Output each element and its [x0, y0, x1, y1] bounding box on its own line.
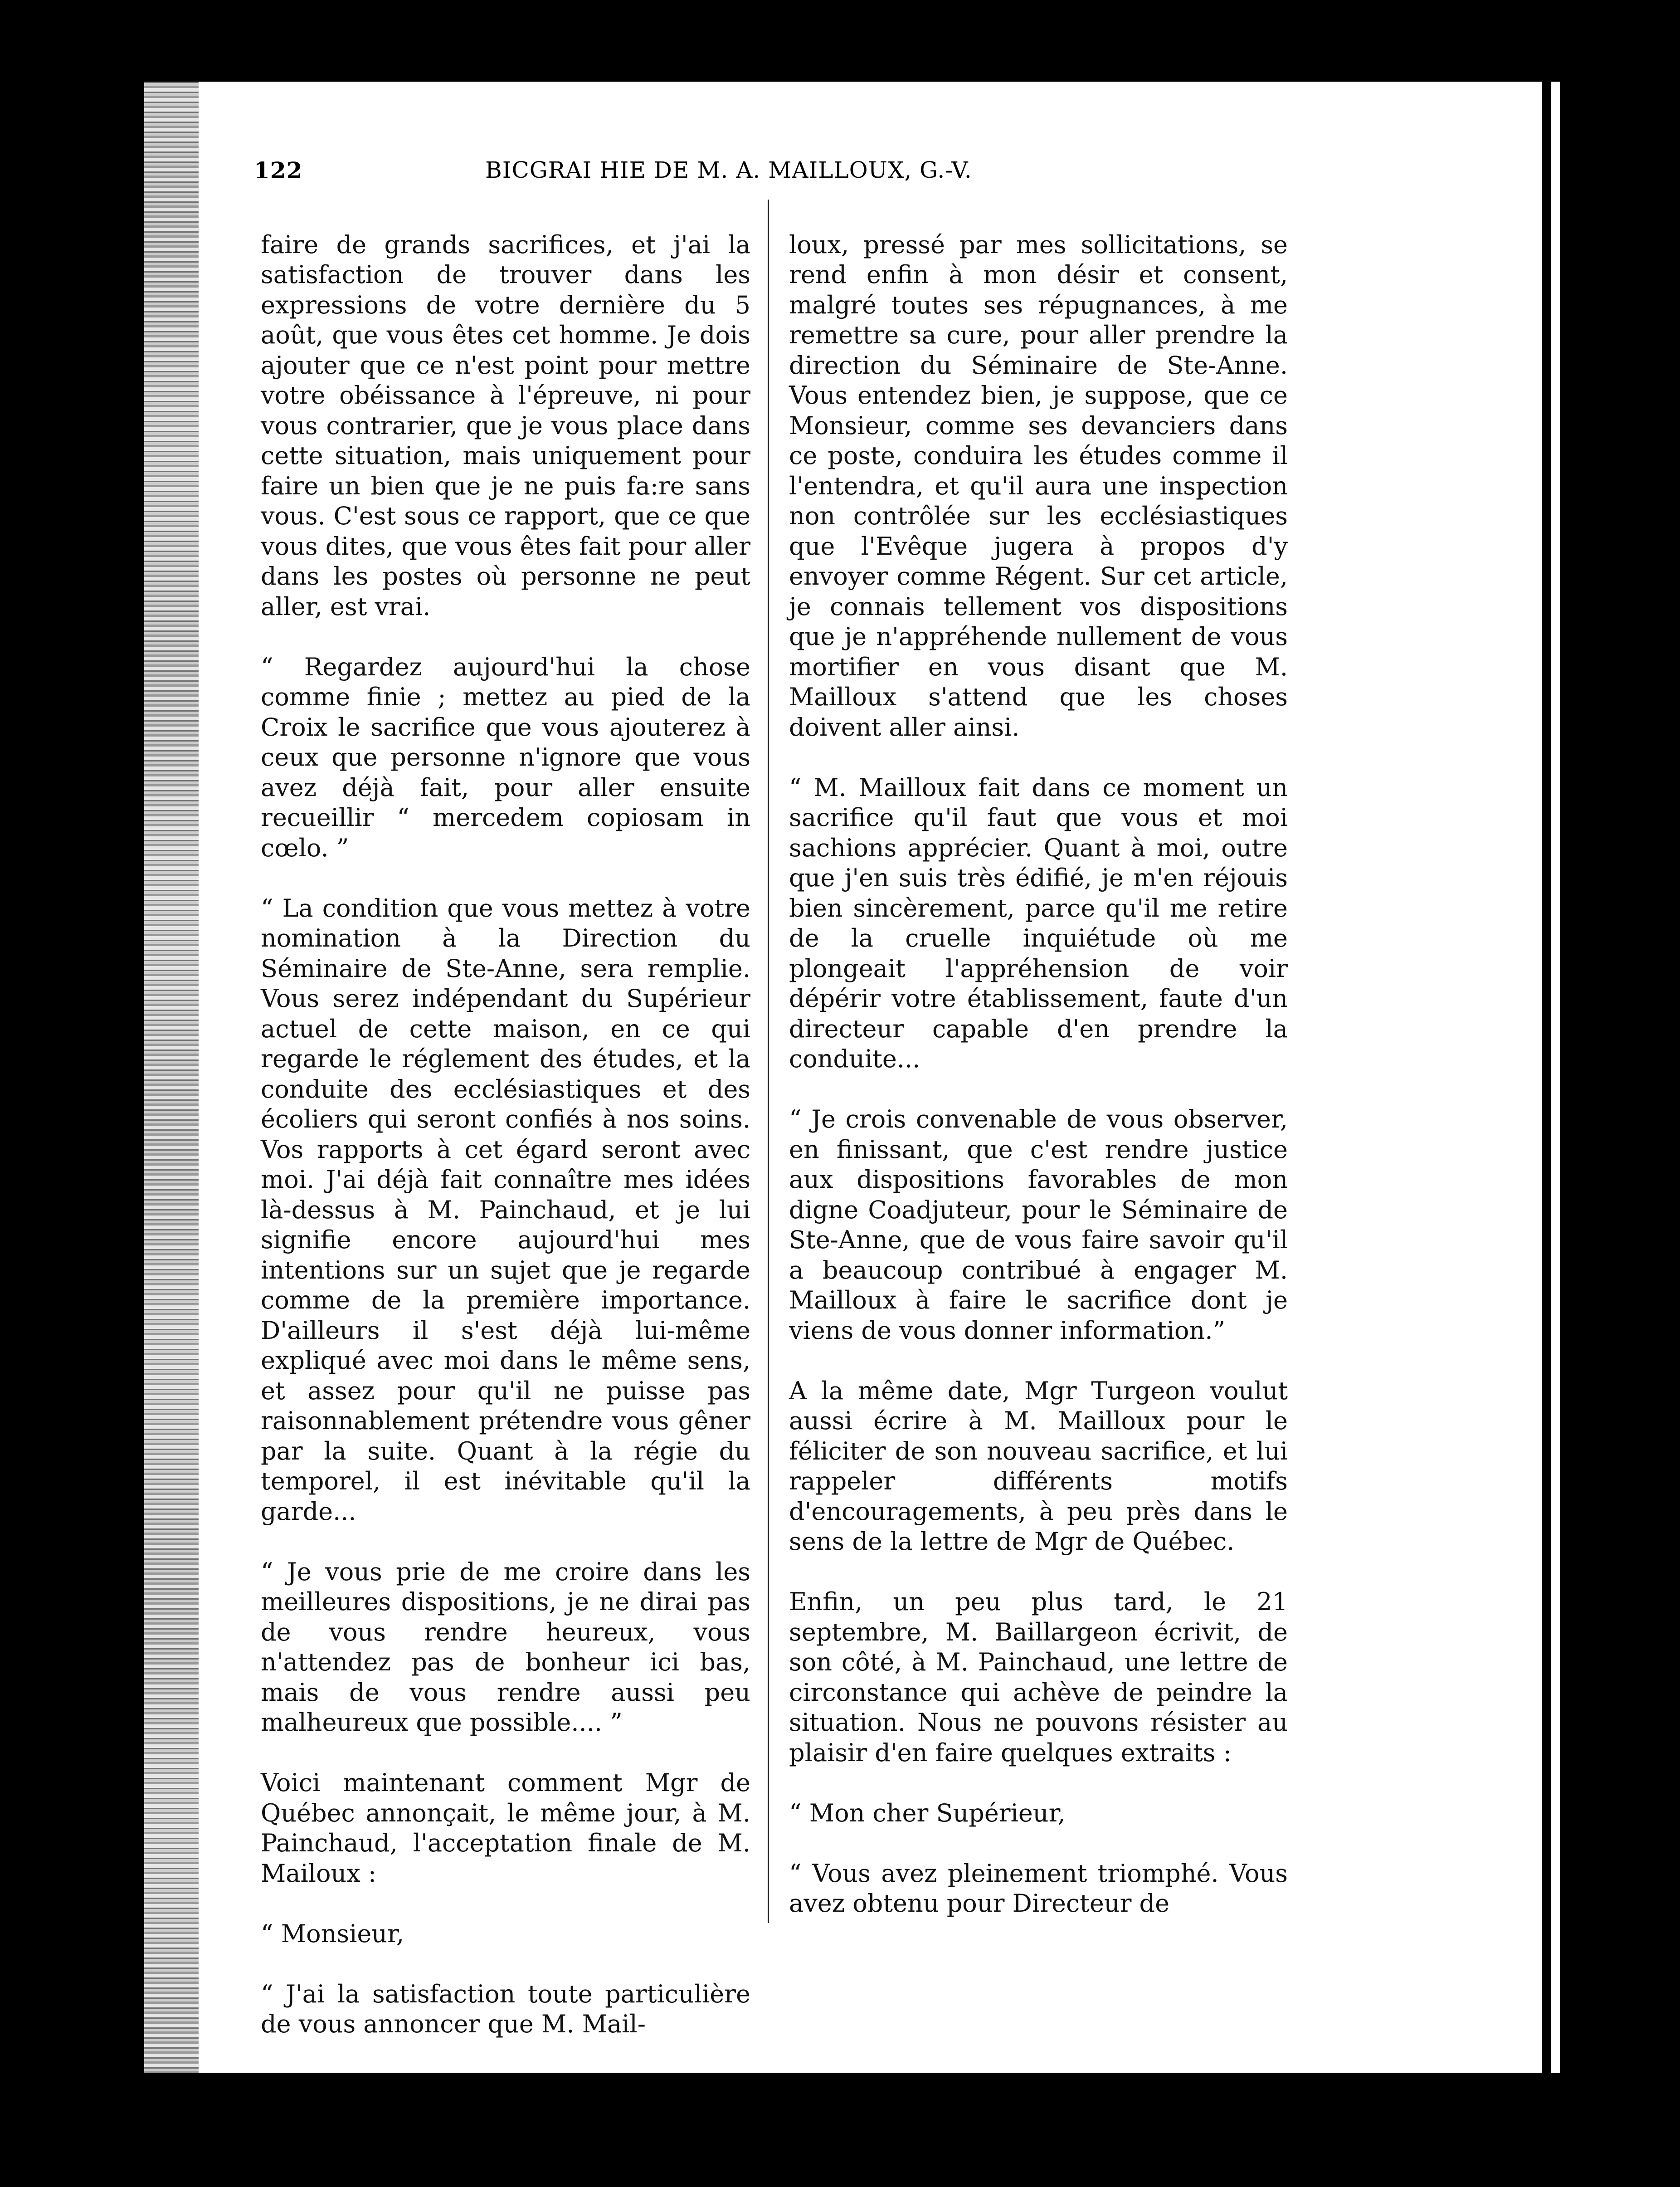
paragraph: Voici maintenant comment Mgr de Québec annonçait, le même jour, à M. Painchaud, l'acceptation finale de M. Mailoux : — [261, 1768, 750, 1888]
page-number: 122 — [254, 157, 303, 184]
right-column — [789, 200, 1288, 1923]
paragraph: loux, pressé par mes sollicitations, se rend enfin à mon désir et consent, malgré toutes ses répugnances, à me remettre sa cure, pour aller prendre la direction du Séminaire de Ste-Anne. Vous entendez bien, je suppose, que ce Monsieur, comme ses devanciers dans ce poste, conduira les études comme il l'entendra, et qu'il aura une inspection non contrôlée sur les ecclésiastiques que l'Evêque jugera à propos d'y envoyer comme Régent. Sur cet article, je connais tellement vos dispositions que je n'appréhende nullement de vous mortifier en vous disant que M. Mailloux s'attend que les choses doivent aller ainsi. — [789, 230, 1288, 742]
running-title: BICGRAI HIE DE M. A. MAILLOUX, G.-V. — [485, 157, 972, 183]
paragraph: “ La condition que vous mettez à votre nomination à la Direction du Séminaire de Ste-Anne, sera remplie. Vous serez indépendant du Supérieur actuel de cette maison, en ce qui regarde le réglement des études, et la conduite des ecclésiastiques et des écoliers qui seront confiés à nos soins. Vos rapports à cet égard seront avec moi. J'ai déjà fait connaître mes idées là-dessus à M. Painchaud, et je lui signifie encore aujourd'hui mes intentions sur un sujet que je regarde comme de la première importance. D'ailleurs il s'est déjà lui-même expliqué avec moi dans le même sens, et assez pour qu'il ne puisse pas raisonnablement prétendre vous gêner par la suite. Quant à la régie du temporel, il est inévitable qu'il la garde... — [261, 893, 750, 1526]
paragraph: A la même date, Mgr Turgeon voulut aussi écrire à M. Mailloux pour le féliciter de son nouveau sacrifice, et lui rappeler différents motifs d'encouragements, à peu près dans le sens de la lettre de Mgr de Québec. — [789, 1376, 1288, 1556]
paragraph: “ Je vous prie de me croire dans les meilleures dispositions, je ne dirai pas de vous rendre heureux, vous n'attendez pas de bonheur ici bas, mais de vous rendre aussi peu malheureux que possible.... ” — [261, 1557, 750, 1737]
paragraph: Enfin, un peu plus tard, le 21 septembre, M. Baillargeon écrivit, de son côté, à M. Painchaud, une lettre de circonstance qui achève de peindre la situation. Nous ne pouvons résister au plaisir d'en faire quelques extraits : — [789, 1587, 1288, 1767]
page-gutter-line — [1542, 82, 1545, 2073]
binding-shadow — [144, 82, 199, 2073]
paragraph: “ Regardez aujourd'hui la chose comme finie ; mettez au pied de la Croix le sacrifice que vous ajouterez à ceux que personne n'ignore que vous avez déjà fait, pour aller ensuite recueillir “ mercedem copiosam in cœlo. ” — [261, 652, 750, 862]
page-header — [254, 157, 1521, 193]
paragraph: “ Vous avez pleinement triomphé. Vous avez obtenu pour Directeur de — [789, 1859, 1288, 1918]
paragraph: “ J'ai la satisfaction toute particulière de vous annoncer que M. Mail- — [261, 1979, 750, 2038]
paragraph: “ Je crois convenable de vous observer, en finissant, que c'est rendre justice aux dispositions favorables de mon digne Coadjuteur, pour le Séminaire de Ste-Anne, que de vous faire savoir qu'il a beaucoup contribué à engager M. Mailloux à faire le sacrifice dont je viens de vous donner information.” — [789, 1105, 1288, 1345]
salutation: “ Mon cher Supérieur, — [789, 1798, 1066, 1827]
page-edge — [1551, 82, 1560, 2073]
salutation: “ Monsieur, — [261, 1919, 404, 1948]
paragraph: faire de grands sacrifices, et j'ai la satisfaction de trouver dans les expressions de votre dernière du 5 août, que vous êtes cet homme. Je dois ajouter que ce n'est point pour mettre votre obéissance à l'épreuve, ni pour vous contrarier, que je vous place dans cette situation, mais uniquement pour faire un bien que je ne puis fa:re sans vous. C'est sous ce rapport, que ce que vous dites, que vous êtes fait pour aller dans les postes où personne ne peut aller, est vrai. — [261, 230, 750, 621]
left-column — [261, 200, 750, 2038]
column-divider — [768, 200, 769, 1923]
paragraph: “ M. Mailloux fait dans ce moment un sacrifice qu'il faut que vous et moi sachions apprécier. Quant à moi, outre que j'en suis très édifié, je m'en réjouis bien sincèrement, parce qu'il me retire de la cruelle inquiétude où me plongeait l'appréhension de voir dépérir votre établissement, faute d'un directeur capable d'en prendre la conduite... — [789, 773, 1288, 1073]
